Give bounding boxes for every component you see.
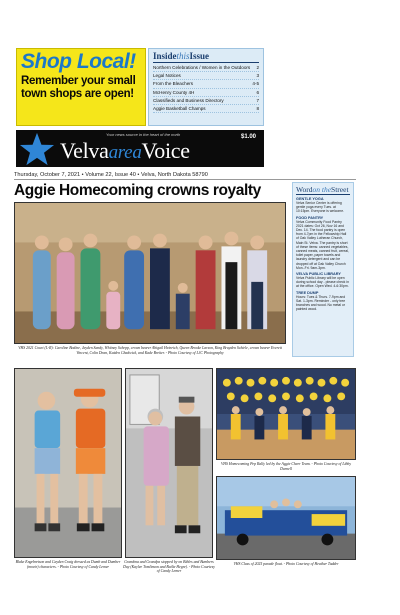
pep-rally-photo	[216, 368, 356, 460]
inside-item[interactable]: Legal Notices 3	[153, 72, 259, 80]
court-caption: VHS 2021 Court (L-R): Caroline Bodine, Jayden Sandy, Whitney Schepp, crown bearer Abigail Heinrich, Queen Brooke Larson, King Brayden Schiele, crown bearer Everett Vincent, Colin Dean, Kaiden Chadwick, and Kade Breiter. - Photo Courtesy of LJC Photography	[18, 346, 282, 355]
wots-section-head: GENTLE YOGA	[296, 197, 324, 201]
inside-this-issue	[148, 48, 264, 126]
wots-section-text: Velva Community Food Pantry 2021 dates: Oct 26, Nov 16 and Dec. 14. The food pantry is open from 4-7pm in the Fellowship Hall of Oak Valley Lutheran Church, Main St. Velva. The pantry is short of these items: canned vegetables, canned meats, canned fruit, cereal, toilet paper, paper towels and laundry detergent and can be dropped off at Oak Valley Church Mon.-Fri. 9am-3pm.	[296, 219, 349, 270]
inside-item[interactable]: From the Bleachers 4-5	[153, 80, 259, 88]
dateline: Thursday, October 7, 2021 • Volume 22, Issue 40 • Velva, North Dakota 58790	[14, 172, 356, 180]
wots-section-text: Hours: Tues & Thurs. 7-9pm and Sat. 1-3pm. Reminder - only tree branches and wood. No metal or painted wood.	[296, 294, 346, 312]
inside-title: InsidethisIssue	[153, 51, 259, 63]
wots-section-text: Velva Senior Center is offering gentle yoga every Tues. at 10:15pm. Everyone is welcome.	[296, 201, 345, 214]
wots-section-head: VELVA PUBLIC LIBRARY	[296, 272, 341, 277]
pep-rally-caption: VHS Homecoming Pep Rally led by the Aggie Cheer Team. - Photo Courtesy of Libby Darnell	[220, 462, 352, 471]
parade-float-photo	[216, 476, 356, 560]
masthead	[16, 130, 264, 167]
star-logo-icon	[18, 131, 56, 167]
wots-section-head: TREE DUMP	[296, 290, 319, 295]
masthead-logo-name: VelvaareaVoice	[60, 138, 190, 163]
word-on-the-street	[292, 182, 354, 357]
shop-local-headline: Shop Local!	[21, 50, 136, 73]
price-label: $1.00	[240, 134, 256, 140]
shop-local-body: Remember your small town shops are open!	[21, 75, 136, 100]
court-photo	[14, 202, 286, 344]
parade-float-caption: VHS Class of 2025 parade float. - Photo Courtesy of Heather Tadder	[233, 562, 339, 566]
dumb-and-dumber-caption: Blake Engebretson and Cayden Craig dressed as Dumb and Dumber (movie) characters. - Photo Courtesy of Candy Lemer	[15, 560, 121, 569]
inside-item[interactable]: Aggie Basketball Champs 8	[153, 105, 259, 113]
main-headline: Aggie Homecoming crowns royalty	[14, 182, 261, 199]
inside-item[interactable]: Northern Celebrations / Women in the Outdoors 2	[153, 64, 259, 72]
dumb-and-dumber-photo	[14, 368, 122, 558]
masthead-tagline: Your news source in the heart of the north	[106, 132, 181, 137]
shop-local-ad	[16, 48, 146, 126]
inside-item[interactable]: McHenry County 4H 6	[153, 89, 259, 97]
wots-section-text: Velva Public Library will be open during school day - please check in at the office. Open Wed. 4-6:30pm.	[296, 276, 349, 289]
wots-section-head: FOOD PANTRY	[296, 215, 324, 220]
grandma-grandpa-photo	[125, 368, 213, 558]
wots-title: Wordon theStreet	[296, 185, 349, 194]
inside-item[interactable]: Classifieds and Business Directory 7	[153, 97, 259, 105]
grandma-grandpa-caption: Grandma and Grandpa stopped by on Bibles and Bumbers Day (Kaylee Tomlinson and Bailie Hegre). - Photo Courtesy of Candy Lemer	[123, 560, 215, 574]
